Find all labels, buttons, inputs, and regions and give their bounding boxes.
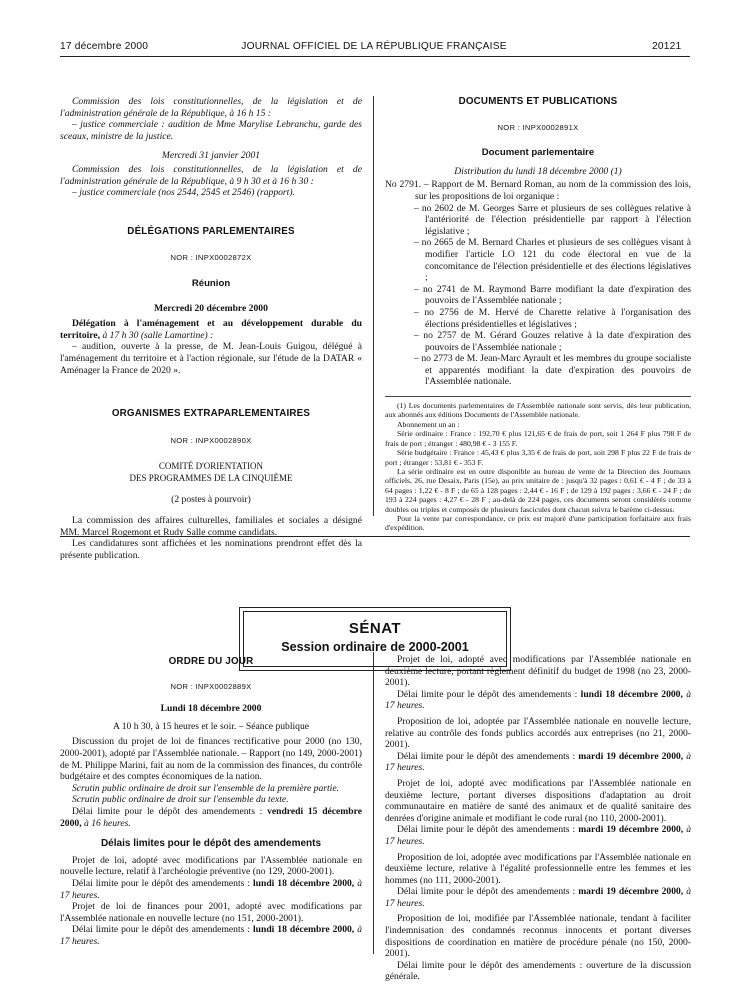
list-item: – no 2773 de M. Jean-Marc Ayrault et les membres du groupe socialiste et apparentés modifiant la date d'expiration des pouvoirs de l'Assemblée nationale. (414, 353, 691, 388)
delai-date: mardi 19 décembre 2000, (578, 886, 684, 898)
ordre-du-jour-title: ORDRE DU JOUR (168, 656, 254, 667)
delais-limites-title: Délais limites pour le dépôt des amendements (100, 838, 322, 850)
delegations-title: DÉLÉGATIONS PARLEMENTAIRES (127, 225, 295, 237)
delai-time: à 17 heures. (385, 688, 691, 712)
delegations-subtitle: Réunion (191, 277, 231, 289)
sante-animaux-text: Projet de loi, adopté avec modifications par l'Assemblée nationale en deuxième lecture, portant diverses dispositions d'adaptation au droit communautaire en matière de santé des animaux et de qualité sanitaire des denrées d'origine animale et modifiant le code rural (no 110, 2000-2001). (385, 777, 691, 824)
distribution-line: Distribution du lundi 18 décembre 2000 (1) (454, 165, 622, 177)
delai-time: à 17 heures. (60, 877, 362, 901)
delai-label: Délai limite pour le dépôt des amendements : (72, 877, 250, 889)
egalite-professionnelle-text: Proposition de loi, adoptée avec modifications par l'Assemblée nationale en deuxième lecture, relative à l'égalité professionnelle entre les femmes et les hommes (no 111, 2000-2001). (385, 851, 691, 886)
postes-a-pourvoir: (2 postes à pourvoir) (171, 494, 251, 506)
delai-label: Délai limite pour le dépôt des amendements : (397, 750, 576, 762)
delai-label: Délai limite pour le dépôt des amendements : (397, 688, 578, 700)
right-bottom-column (385, 654, 691, 983)
scrutin-line-2: Scrutin public ordinaire de droit sur l'ensemble du texte. (72, 794, 289, 806)
delegations-item: – audition, ouverte à la presse, de M. Jean-Louis Guigou, délégué à l'aménagement du territoire et à l'action régionale, sur l'étude de la DATAR « Aménager la France de 2020 ». (60, 341, 362, 376)
commission-item-2: – justice commerciale (nos 2544, 2545 et 2546) (rapport). (72, 187, 295, 199)
documents-subtitle: Document parlementaire (481, 147, 595, 159)
header-journal-title: JOURNAL OFFICIEL DE LA RÉPUBLIQUE FRANÇAISE (241, 41, 507, 52)
fonds-publics-text: Proposition de loi, adoptée par l'Assemblée nationale en nouvelle lecture, relative au contrôle des fonds publics accordés aux entreprises (no 21, 2000-2001). (385, 715, 691, 751)
right-top-column (385, 96, 691, 533)
delai-date: lundi 18 décembre 2000, (252, 924, 355, 936)
commission-item-1: – justice commerciale : audition de Mme Marylise Lebranchu, garde des sceaux, ministre de la justice. (60, 119, 362, 142)
delai-date: lundi 18 décembre 2000, (252, 877, 355, 889)
organismes-text-2: Les candidatures sont affichées et les nominations prendront effet dès la présente publication. (60, 538, 362, 561)
senat-title: SÉNAT (348, 620, 402, 637)
organismes-nor: NOR : INPX0002890X (170, 435, 252, 445)
document-items-list (385, 203, 691, 389)
footnote-3: Série ordinaire : France : 192,70 € plus 121,65 € de frais de port, soit 1 264 F plus 798 F de frais de port ; étranger : 480,98 € - 3 155 F. (385, 429, 691, 448)
ordre-du-jour-nor: NOR : INPX0002889X (170, 681, 252, 691)
documents-title: DOCUMENTS ET PUBLICATIONS (458, 96, 618, 107)
delai-discussion-generale: Délai limite pour le dépôt des amendements : ouverture de la discussion générale. (385, 959, 691, 983)
delai-date: vendredi 15 décembre 2000, (60, 805, 362, 829)
delai-label: Délai limite pour le dépôt des amendements : (72, 924, 250, 936)
delai-date: mardi 19 décembre 2000, (578, 750, 684, 762)
header-rule (60, 56, 690, 57)
header-date: 17 décembre 2000 (60, 41, 149, 52)
delai-date: mardi 19 décembre 2000, (578, 824, 684, 836)
organismes-title: ORGANISMES EXTRAPARLEMENTAIRES (111, 408, 311, 420)
delai-label: Délai limite pour le dépôt des amendements : (397, 886, 576, 898)
list-item: – no 2741 de M. Raymond Barre modifiant la date d'expiration des pouvoirs de l'Assemblée nationale ; (414, 283, 691, 307)
archeologie-text: Projet de loi, adopté avec modifications par l'Assemblée nationale en nouvelle lecture, relatif à l'archéologie préventive (no 129, 2000-2001). (60, 854, 362, 878)
section-rule (60, 536, 690, 537)
footnote-1: (1) Les documents parlementaires de l'Assemblée nationale sont servis, dès leur publication, aux abonnés aux éditions Documents de l'Assemblée nationale. (385, 401, 691, 420)
delai-time: à 17 heures. (385, 824, 691, 847)
footnote-rule (385, 396, 691, 397)
column-divider-top (373, 96, 374, 516)
scrutin-line-1: Scrutin public ordinaire de droit sur l'ensemble de la première partie. (72, 782, 339, 794)
left-top-column (60, 96, 362, 561)
delai-date: lundi 18 décembre 2000, (580, 688, 683, 700)
column-divider-bottom (373, 652, 374, 954)
commission-text-2: Commission des lois constitutionnelles, de la législation et de l'administration générale de la République, à 9 h 30 et à 16 h 30 : (60, 163, 362, 187)
delai-time: à 17 heures. (60, 924, 362, 947)
delai-time: à 16 heures. (84, 817, 131, 829)
footnote-4: Série budgétaire : France : 45,43 € plus 3,35 € de frais de port, soit 298 F plus 22 F de frais de port ; étranger : 53,81 € - 353 F. (385, 448, 691, 467)
budget-1998-text: Projet de loi, adopté avec modifications par l'Assemblée nationale en deuxième lecture, portant règlement définitif du budget de 1998 (no 23, 2000-2001). (385, 654, 691, 689)
commission-text-1: Commission des lois constitutionnelles, de la législation et de l'administration générale de la République, à 16 h 15 : (60, 96, 362, 119)
organismes-text-1: La commission des affaires culturelles, familiales et sociales a désigné MM. Marcel Rogemont et Rudy Salle comme candidats. (60, 515, 362, 538)
date-mercredi-31: Mercredi 31 janvier 2001 (161, 150, 261, 162)
footnote-5: La série ordinaire est en outre disponible au bureau de vente de la Direction des Journaux officiels, 26, rue Desaix, Paris (15e), au prix unitaire de : jusqu'à 32 pages : 0,61 € - 4 F ; de 33 à 64 pages : 1,22 € - 8 F ; de 65 à 128 pages : 2,44 € - 16 F ; de 129 à 192 pages : 3,66 € - 24 F ; de 193 à 224 pages : 4,27 € - 28 F ; au-delà de 224 pages, ces documents seront considérés comme doubles ou triples et composés de plusieurs fascicules dont chacun suivra le barème ci-dessus. (385, 466, 691, 514)
delai-label: Délai limite pour le dépôt des amendements : (72, 805, 263, 817)
ordre-du-jour-date: Lundi 18 décembre 2000 (160, 703, 262, 715)
footnote-block (385, 401, 691, 533)
list-item: – no 2756 de M. Hervé de Charette relative à l'organisation des élections présidentielles et législatives ; (414, 306, 691, 330)
comite-line-1: COMITÉ D'ORIENTATION (158, 461, 264, 472)
documents-nor: NOR : INPX0002891X (497, 122, 579, 132)
left-bottom-column (60, 656, 362, 947)
indemnisation-text: Proposition de loi, modifiée par l'Assemblée nationale, tendant à faciliter l'indemnisation des condamnés reconnus innocents et portant diverses dispositions de coordination en matière de procédure pénale (no 150, 2000-2001). (385, 913, 691, 960)
senat-subtitle: Session ordinaire de 2000-2001 (281, 640, 469, 654)
footnote-2: Abonnement un an : (397, 419, 460, 429)
comite-line-2: DES PROGRAMMES DE LA CINQUIÈME (129, 472, 293, 483)
delai-time: à 17 heures. (385, 886, 691, 909)
delai-time: à 17 heures. (385, 750, 691, 774)
discussion-text: Discussion du projet de loi de finances rectificative pour 2000 (no 130, 2000-2001), adopté par l'Assemblée nationale. – Rapport (no 149, 2000-2001) de M. Philippe Marini, fait au nom de la commission des finances, du contrôle budgétaire et des comptes économiques de la nation. (60, 736, 362, 783)
delai-label: Délai limite pour le dépôt des amendements : (397, 824, 576, 836)
document-number: No 2791. (385, 179, 422, 191)
delegations-lead: Délégation à l'aménagement et au développement durable du territoire, (60, 318, 362, 341)
list-item: – no 2665 de M. Bernard Charles et plusieurs de ses collègues visant à modifier l'article LO 121 du code électoral en vue de la concomitance de l'élection présidentielle et des élections législatives ; (414, 237, 691, 284)
list-item: – no 2757 de M. Gérard Gouzes relative à la date d'expiration des pouvoirs de l'Assemblée nationale ; (414, 330, 691, 353)
delegations-date: Mercredi 20 décembre 2000 (154, 302, 268, 314)
header-page-number: 20121 (652, 41, 682, 52)
document-main-text: – Rapport de M. Bernard Roman, au nom de la commission des lois, sur les propositions de loi organique : (415, 179, 691, 202)
seance-line: A 10 h 30, à 15 heures et le soir. – Séance publique (112, 720, 310, 732)
finances-2001-text: Projet de loi de finances pour 2001, adopté avec modifications par l'Assemblée nationale en nouvelle lecture (no 151, 2000-2001). (60, 901, 362, 924)
delegations-nor: NOR : INPX0002872X (170, 253, 252, 263)
delegations-lead-rest: à 17 h 30 (salle Lamartine) : (102, 329, 214, 341)
list-item: – no 2602 de M. Georges Sarre et plusieurs de ses collègues relative à l'antériorité de l'élection présidentielle par rapport à l'élection législative ; (414, 202, 691, 237)
footnote-6: Pour la vente par correspondance, ce prix est majoré d'une participation forfaitaire aux frais d'expédition. (385, 513, 691, 533)
